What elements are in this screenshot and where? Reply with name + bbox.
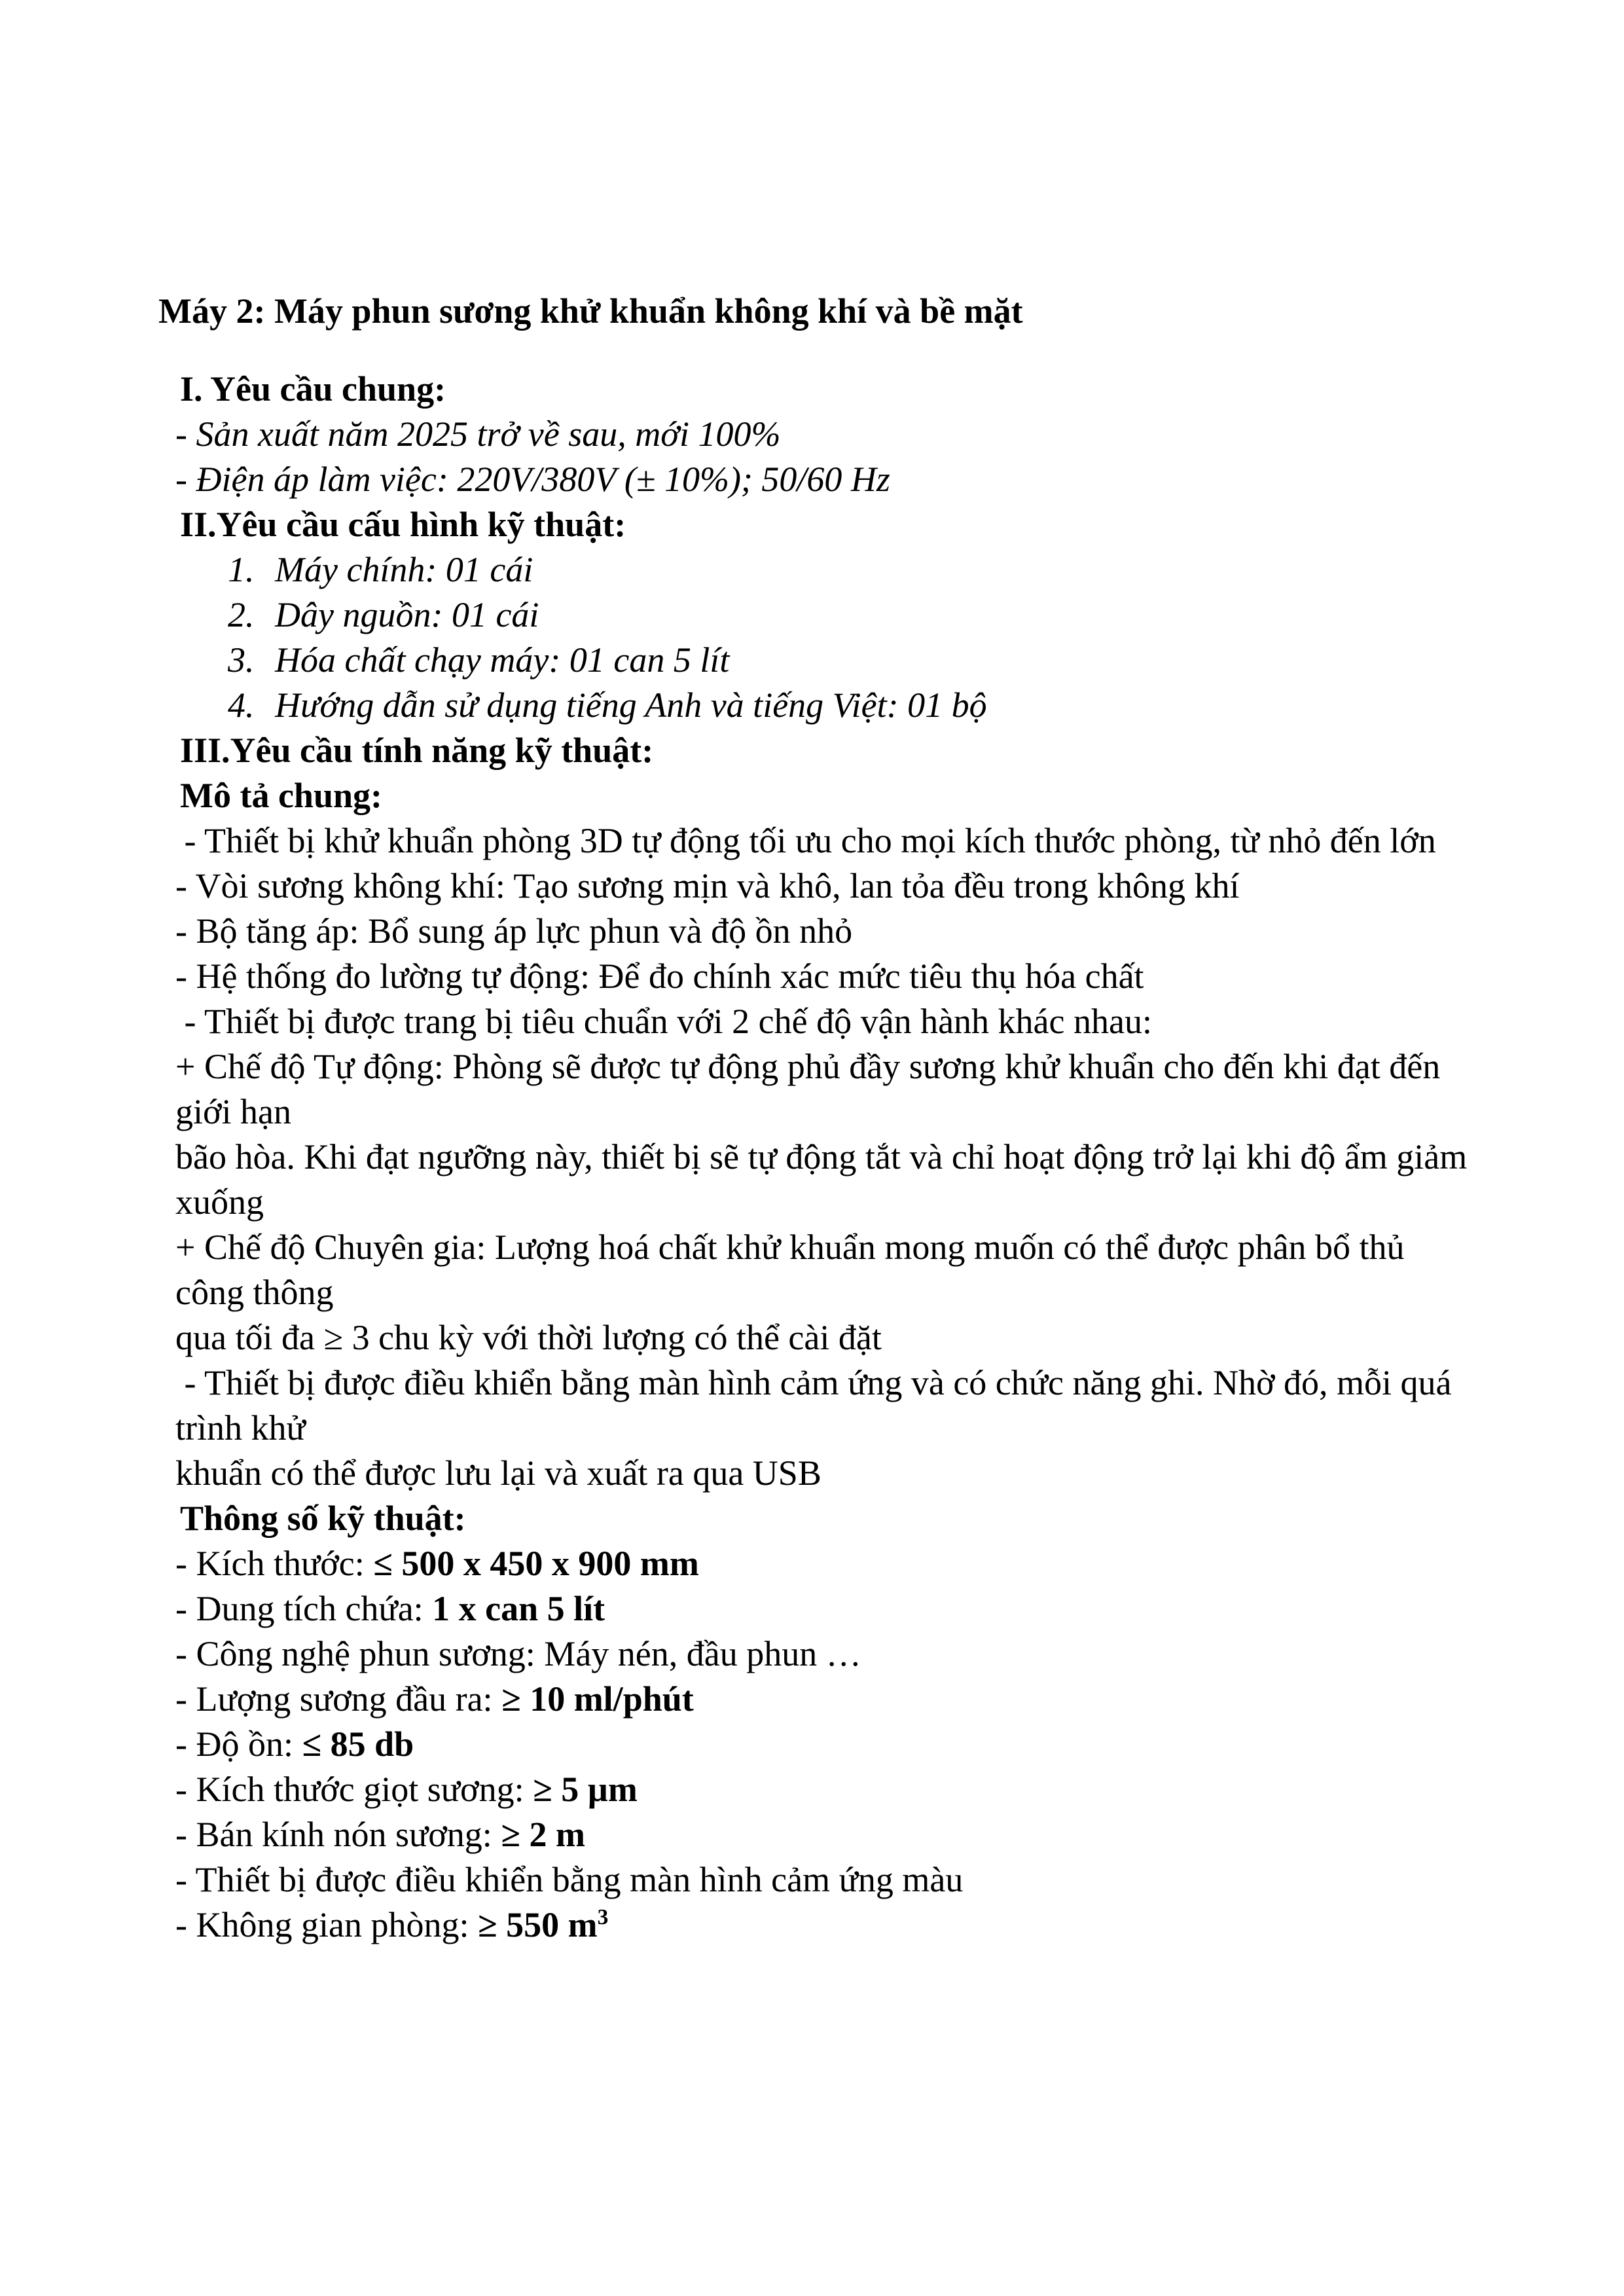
overview-line: - Bộ tăng áp: Bổ sung áp lực phun và độ ồn nhỏ	[175, 911, 853, 951]
list-item	[228, 683, 1474, 728]
spec-value: ≤ 500 x 450 x 900 mm	[373, 1544, 699, 1583]
section-ii-heading: II.Yêu cầu cấu hình kỹ thuật:	[180, 505, 626, 544]
list-item-text: Hướng dẫn sử dụng tiếng Anh và tiếng Việt: 01 bộ	[275, 685, 987, 725]
spec-line	[175, 1631, 1474, 1677]
spec-line	[175, 1857, 1474, 1903]
list-item	[228, 547, 1474, 592]
spec-line	[175, 1903, 1474, 1948]
overview-line: - Vòi sương không khí: Tạo sương mịn và khô, lan tỏa đều trong không khí	[175, 866, 1240, 905]
spec-label: - Kích thước:	[175, 1544, 374, 1583]
overview-line: + Chế độ Chuyên gia: Lượng hoá chất khử khuẩn mong muốn có thể được phân bổ thủ công thông	[175, 1228, 1414, 1312]
section-iii-heading: III.Yêu cầu tính năng kỹ thuật:	[180, 731, 654, 770]
list-item-text: Máy chính: 01 cái	[275, 550, 533, 589]
list-item-number: 4.	[228, 685, 255, 725]
spec-line	[175, 1722, 1474, 1767]
overview-line: - Thiết bị được trang bị tiêu chuẩn với 2 chế độ vận hành khác nhau:	[175, 1002, 1152, 1041]
list-item	[228, 638, 1474, 683]
overview-heading: Mô tả chung:	[180, 776, 382, 815]
spec-value: 1 x can 5 lít	[432, 1589, 605, 1628]
overview-line: qua tối đa ≥ 3 chu kỳ với thời lượng có thể cài đặt	[175, 1318, 882, 1357]
list-item	[228, 592, 1474, 638]
spec-line	[175, 1541, 1474, 1586]
overview-line: khuẩn có thể được lưu lại và xuất ra qua USB	[175, 1453, 821, 1493]
spec-line	[175, 1767, 1474, 1812]
doc-title: Máy 2: Máy phun sương khử khuẩn không khí và bề mặt	[158, 291, 1023, 331]
spec-value-superscript: 3	[597, 1905, 609, 1929]
spec-label: - Thiết bị được điều khiển bằng màn hình cảm ứng màu	[175, 1860, 964, 1899]
spec-label: - Lượng sương đầu ra:	[175, 1679, 502, 1719]
spec-label: - Kích thước giọt sương:	[175, 1770, 533, 1809]
spec-label: - Không gian phòng:	[175, 1905, 478, 1944]
section-i-heading: I. Yêu cầu chung:	[180, 369, 446, 409]
overview-line: - Hệ thống đo lường tự động: Để đo chính xác mức tiêu thụ hóa chất	[175, 957, 1144, 996]
list-item-number: 3.	[228, 640, 255, 680]
spec-line	[175, 1812, 1474, 1857]
list-item-number: 1.	[228, 550, 255, 589]
spec-value: ≤ 85 db	[302, 1724, 414, 1764]
spec-value: ≥ 2 m	[501, 1815, 585, 1854]
overview-line: - Thiết bị khử khuẩn phòng 3D tự động tối ưu cho mọi kích thước phòng, từ nhỏ đến lớn	[175, 821, 1436, 860]
list-item-text: Dây nguồn: 01 cái	[275, 595, 539, 634]
overview-line: - Thiết bị được điều khiển bằng màn hình cảm ứng và có chức năng ghi. Nhờ đó, mỗi quá trình khử	[175, 1363, 1460, 1448]
section-i-line: - Điện áp làm việc: 220V/380V (± 10%); 50/60 Hz	[175, 460, 890, 499]
spec-value: ≥ 550 m	[477, 1905, 598, 1944]
spec-value: ≥ 5 µm	[533, 1770, 638, 1809]
specs-heading: Thông số kỹ thuật:	[180, 1499, 466, 1538]
spec-label: - Công nghệ phun sương: Máy nén, đầu phun …	[175, 1634, 861, 1673]
spec-label: - Độ ồn:	[175, 1724, 302, 1764]
section-i-line: - Sản xuất năm 2025 trở về sau, mới 100%	[175, 414, 781, 454]
spec-label: - Dung tích chứa:	[175, 1589, 433, 1628]
spec-value: ≥ 10 ml/phút	[501, 1679, 694, 1719]
overview-line: + Chế độ Tự động: Phòng sẽ được tự động phủ đầy sương khử khuẩn cho đến khi đạt đến giới hạn	[175, 1047, 1449, 1131]
document-content	[158, 288, 1474, 1948]
spec-line	[175, 1586, 1474, 1631]
overview-line: bão hòa. Khi đạt ngưỡng này, thiết bị sẽ tự động tắt và chỉ hoạt động trở lại khi độ ẩm giảm xuống	[175, 1137, 1476, 1222]
list-item-text: Hóa chất chạy máy: 01 can 5 lít	[275, 640, 730, 680]
spec-label: - Bán kính nón sương:	[175, 1815, 501, 1854]
spec-line	[175, 1677, 1474, 1722]
list-item-number: 2.	[228, 595, 255, 634]
